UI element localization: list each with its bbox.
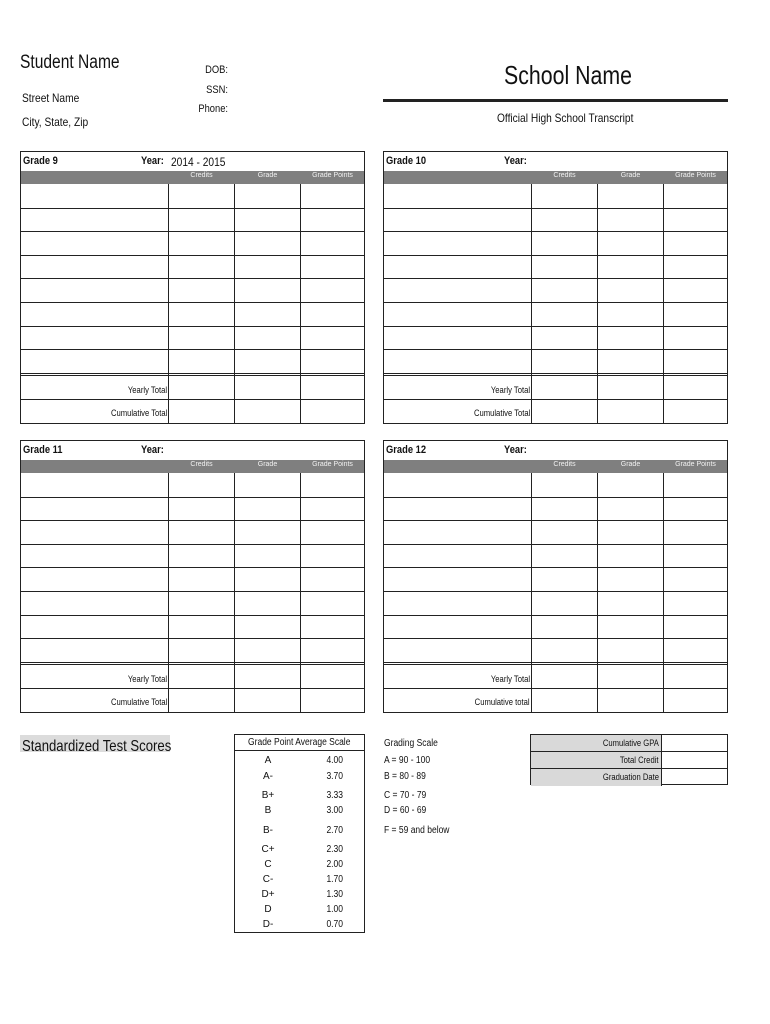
gpa-letter: C+ [261,844,275,855]
course-row [21,567,364,591]
column-divider [234,184,235,423]
gpa-scale-row [235,771,364,784]
cumulative-gpa-row [531,735,727,752]
grade-header: Grade [257,461,278,468]
yearly-total-label: Yearly Total [127,384,167,395]
gpa-letter: C- [262,874,274,885]
gpa-scale-row [235,859,364,872]
gpa-letter: C [264,859,272,870]
dob-label: DOB: [205,64,228,76]
column-divider [168,473,169,712]
gpa-value: 3.70 [326,771,343,782]
gpa-scale-table [234,734,365,933]
gpa-scale-row [235,889,364,902]
course-row [21,591,364,615]
course-row [384,278,727,302]
gpa-scale-row [235,904,364,917]
gpa-scale-row [235,825,364,838]
school-name: School Name [504,60,632,90]
grade-label: Grade 9 [23,155,58,167]
cumulative-total-label: Cumulative Total [110,697,167,708]
grading-scale-title: Grading Scale [384,738,438,749]
gpa-letter: A- [263,771,273,782]
cumulative-gpa-label: Cumulative GPA [603,738,659,748]
course-row [384,638,727,662]
cumulative-total-label: Cumulative Total [473,408,530,419]
column-header [21,460,364,473]
test-scores-title: Standardized Test Scores [22,738,172,755]
gpa-scale-row [235,844,364,857]
year-label: Year: [141,155,164,167]
gpa-value: 3.00 [326,805,343,816]
course-row [384,520,727,544]
course-row [384,349,727,373]
column-header [384,171,727,184]
course-row [384,615,727,639]
course-row [21,638,364,662]
phone-label: Phone: [198,103,228,115]
graduation-date-row [531,769,727,786]
cumulative-total-label: Cumulative Total [110,408,167,419]
column-divider [168,184,169,423]
cumulative-total-row [21,399,364,423]
grade-10-table [383,151,728,424]
grading-scale-line: A = 90 - 100 [384,755,431,766]
street-address: Street Name [22,91,80,105]
course-row [384,497,727,521]
yearly-total-row [21,665,364,689]
grading-scale-line: B = 80 - 89 [384,771,426,782]
course-row [21,497,364,521]
column-divider [300,473,301,712]
course-row [21,231,364,255]
summary-table [530,734,728,785]
grade-points-header: Grade Points [312,461,353,468]
total-credit-row [531,752,727,769]
course-row [21,473,364,497]
gpa-letter: B [264,805,272,816]
course-row [384,473,727,497]
yearly-total-label: Yearly Total [127,673,167,684]
credits-header: Credits [190,461,213,468]
grading-scale-line: D = 60 - 69 [384,805,427,816]
column-divider [531,473,532,712]
course-row [21,278,364,302]
course-row [21,615,364,639]
course-row [384,255,727,279]
grade-11-table [20,440,365,713]
gpa-scale-row [235,919,364,932]
year-label: Year: [504,155,527,167]
gpa-scale-title: Grade Point Average Scale [235,735,364,751]
year-label: Year: [504,444,527,456]
grading-scale-line: F = 59 and below [384,825,450,836]
grade-12-table [383,440,728,713]
gpa-value: 3.33 [326,790,343,801]
school-name-divider [383,99,728,102]
credits-header: Credits [553,172,576,179]
gpa-scale-row [235,805,364,818]
gpa-letter: B+ [261,790,275,801]
transcript-title: Official High School Transcript [497,111,634,125]
credits-header: Credits [190,172,213,179]
gpa-letter: D- [262,919,274,930]
gpa-value: 2.70 [326,825,343,836]
gpa-value: 1.00 [326,904,343,915]
gpa-value: 4.00 [326,755,343,766]
grade-table-header [384,152,727,171]
grade-table-header [21,152,364,171]
column-divider [234,473,235,712]
course-row [384,302,727,326]
course-row [21,520,364,544]
grade-table-header [21,441,364,460]
credits-header: Credits [553,461,576,468]
grade-header: Grade [620,172,641,179]
column-divider [663,184,664,423]
course-row [384,544,727,568]
column-divider [300,184,301,423]
total-credit-label: Total Credit [620,755,659,765]
gpa-letter: D+ [261,889,275,900]
course-row [384,326,727,350]
yearly-total-label: Yearly Total [490,673,530,684]
graduation-date-label: Graduation Date [602,772,659,782]
cumulative-total-label: Cumulative total [475,697,530,708]
grade-label: Grade 10 [386,155,427,167]
grade-label: Grade 11 [23,444,63,456]
grade-table-header [384,441,727,460]
yearly-total-row [384,665,727,689]
column-divider [597,184,598,423]
course-row [21,208,364,232]
grade-label: Grade 12 [386,444,427,456]
course-row [384,567,727,591]
course-row [21,184,364,208]
course-row [21,326,364,350]
course-row [21,349,364,373]
course-row [384,231,727,255]
column-divider [531,184,532,423]
column-header [384,460,727,473]
column-divider [663,473,664,712]
gpa-value: 2.30 [326,844,343,855]
gpa-value: 0.70 [326,919,343,930]
student-name: Student Name [20,52,120,73]
course-row [21,255,364,279]
gpa-letter: D [264,904,272,915]
yearly-total-row [384,376,727,400]
grade-header: Grade [257,172,278,179]
city-state-zip: City, State, Zip [22,115,89,129]
grade-9-table [20,151,365,424]
grade-points-header: Grade Points [675,172,716,179]
gpa-value: 1.30 [326,889,343,900]
ssn-label: SSN: [206,84,228,96]
yearly-total-label: Yearly Total [490,384,530,395]
cumulative-total-row [384,688,727,712]
grade-points-header: Grade Points [312,172,353,179]
grade-points-header: Grade Points [675,461,716,468]
cumulative-total-row [21,688,364,712]
gpa-scale-row [235,790,364,803]
course-row [21,302,364,326]
course-row [21,544,364,568]
course-row [384,184,727,208]
gpa-letter: A [264,755,272,766]
gpa-value: 2.00 [326,859,343,870]
cumulative-total-row [384,399,727,423]
year-label: Year: [141,444,164,456]
gpa-letter: B- [263,825,273,836]
column-header [21,171,364,184]
course-row [384,208,727,232]
grading-scale-line: C = 70 - 79 [384,790,427,801]
yearly-total-row [21,376,364,400]
gpa-value: 1.70 [326,874,343,885]
grade-header: Grade [620,461,641,468]
column-divider [597,473,598,712]
gpa-scale-row [235,755,364,768]
gpa-scale-row [235,874,364,887]
course-row [384,591,727,615]
year-value: 2014 - 2015 [171,155,226,169]
